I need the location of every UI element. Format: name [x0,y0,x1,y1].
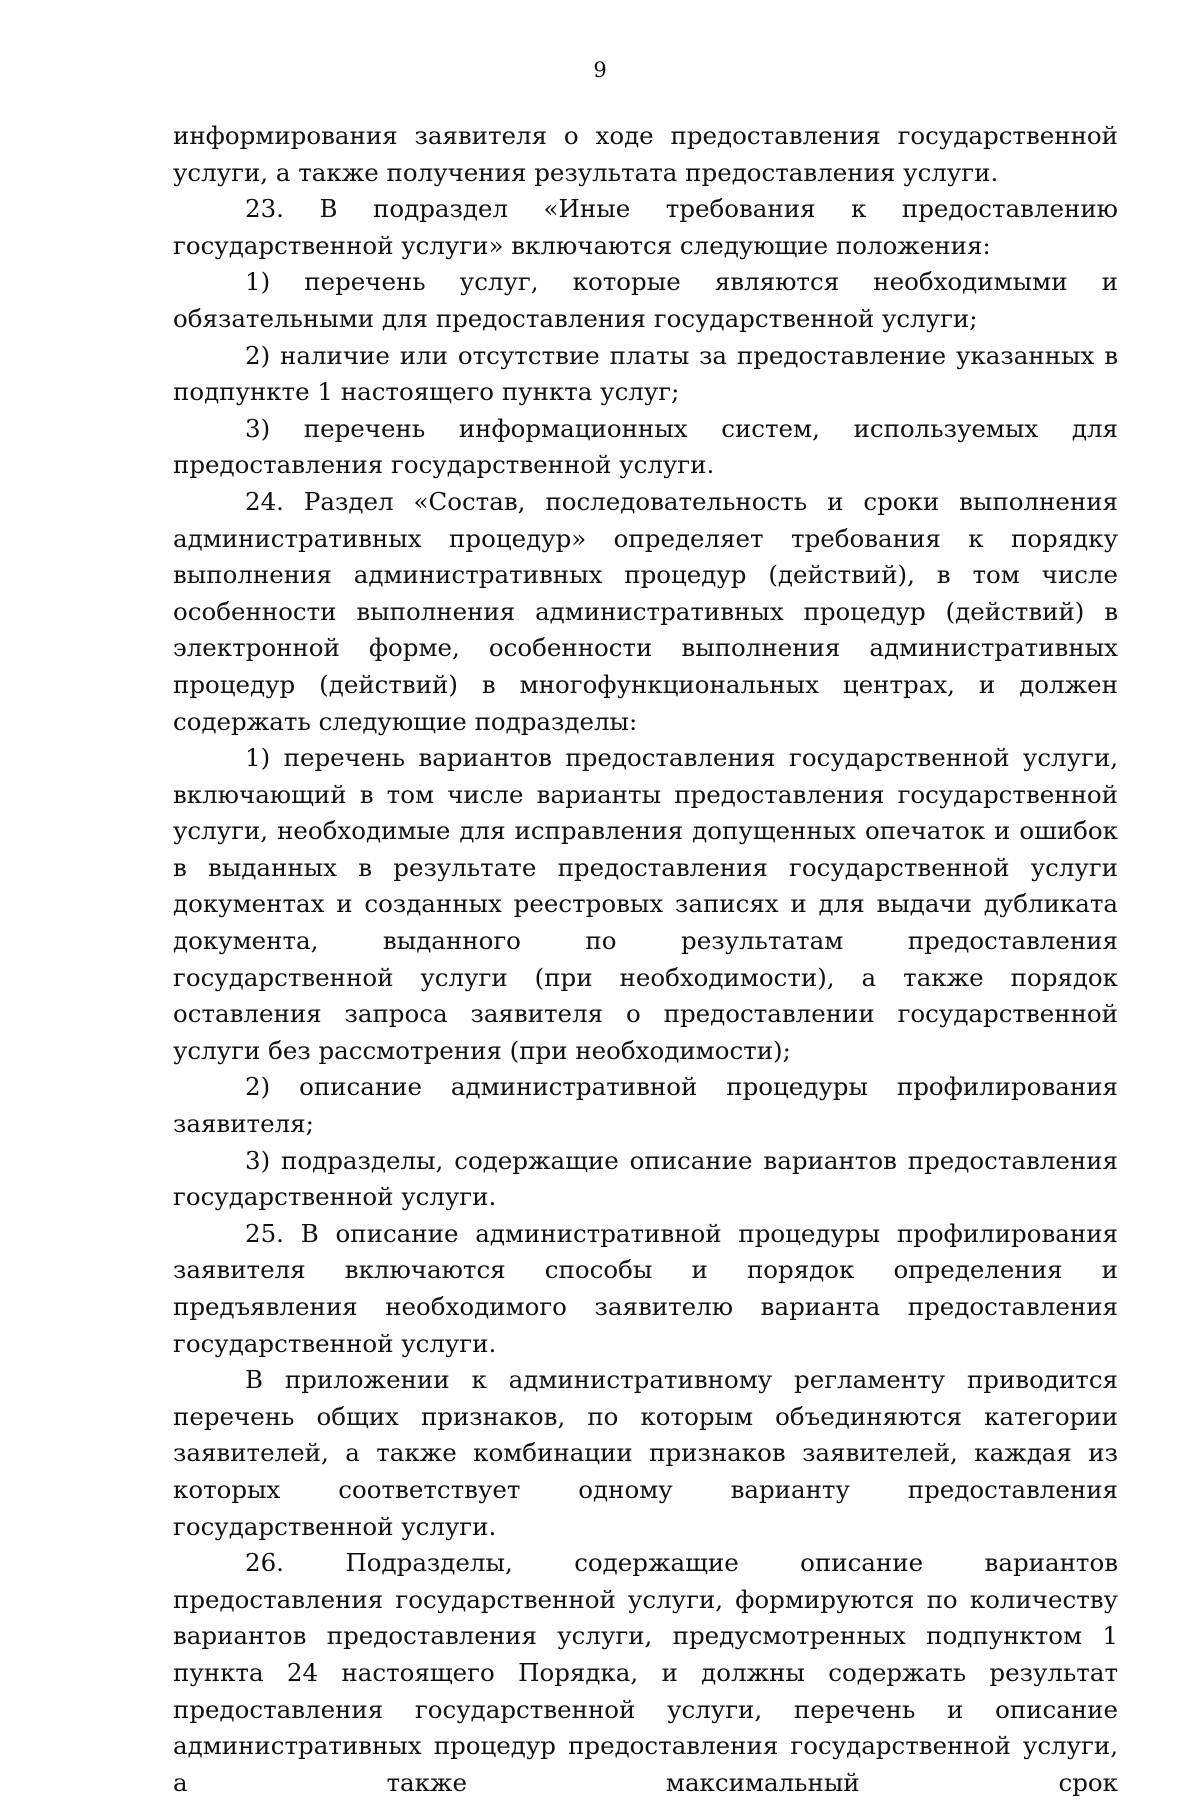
paragraph-subitem-23-3: 3) перечень информационных систем, используемых для [245,413,1118,443]
document-body [173,118,1118,1801]
paragraph-subitem-24-1: 1) перечень вариантов предоставления государственной услуги, включающий в том числе варианты предоставления государственной услуги, необходимые для исправления допущенных опечаток и ошибок в выданных в результате предоставления государственной услуги документах и созданных реестровых записях и для выдачи дубликата документа, выданного по результатам предоставления государственной услуги (при необходимости), а также порядок оставления запроса заявителя о предоставлении государственной услуги без рассмотрения (при необходимости); [173,743,1118,1065]
paragraph-item-26: 26. Подразделы, содержащие описание вариантов предоставления государственной услуги, формируются по количеству вариантов предоставления услуги, предусмотренных подпунктом 1 пункта 24 настоящего Порядка, и должны содержать результат предоставления государственной услуги, перечень и описание административных процедур предоставления государственной услуги, а также максимальный срок [173,1548,1118,1797]
paragraph-subitem-24-2: 2) описание административной процедуры профилирования заявителя; [173,1072,1118,1139]
paragraph-item-24: 24. Раздел «Состав, последовательность и сроки выполнения административных процедур» определяет требования к порядку выполнения административных процедур (действий), в том числе особенности выполнения административных процедур (действий) в электронной форме, особенности выполнения административных процедур (действий) в многофункциональных центрах, и должен содержать следующие подразделы: [173,486,1118,736]
paragraph-item-23: 23. В подраздел «Иные требования к предоставлению государственной услуги» включаются следующие положения: [173,194,1118,260]
paragraph-subitem-24-3: 3) подразделы, содержащие описание вариантов предоставления государственной услуги. [173,1145,1118,1212]
paragraph-item-25: 25. В описание административной процедуры профилирования заявителя включаются способы и порядок определения и предъявления необходимого заявителю варианта предоставления государственной услуги. [173,1218,1118,1358]
paragraph-item-25-appendix: В приложении к административному регламенту приводится перечень общих признаков, по которым объединяются категории заявителей, а также комбинации признаков заявителей, каждая из которых соответствует одному варианту предоставления государственной услуги. [173,1365,1118,1541]
paragraph-continuation: информирования заявителя о ходе предоставления государственной услуги, а также получения результата предоставления услуги. [173,121,1118,187]
paragraph-subitem-23-1: 1) перечень услуг, которые являются необходимыми и обязательными для предоставления государственной услуги; [173,267,1118,333]
page-number: 9 [593,58,607,82]
paragraph-subitem-23-2: 2) наличие или отсутствие платы за предоставление указанных в подпункте 1 настоящего пункта услуг; [173,340,1118,407]
paragraph-subitem-23-3-continuation: предоставления государственной услуги. [173,450,715,480]
